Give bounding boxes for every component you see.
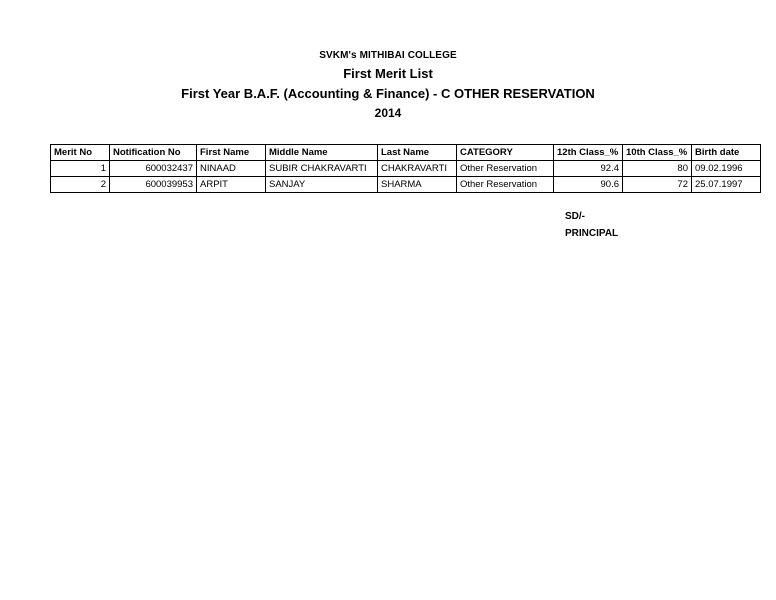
cell-12th-class: 92.4 bbox=[554, 161, 623, 177]
signature-block bbox=[565, 208, 618, 242]
column-header-notification-no: Notification No bbox=[110, 145, 197, 161]
cell-10th-class: 72 bbox=[623, 177, 692, 193]
cell-birth-date: 09.02.1996 bbox=[692, 161, 761, 177]
merit-table bbox=[50, 144, 761, 193]
column-header-middle-name: Middle Name bbox=[266, 145, 378, 161]
column-header-merit-no: Merit No bbox=[51, 145, 110, 161]
cell-first-name: NINAAD bbox=[197, 161, 266, 177]
course-title: First Year B.A.F. (Accounting & Finance) - C OTHER RESERVATION bbox=[181, 86, 595, 101]
cell-birth-date: 25.07.1997 bbox=[692, 177, 761, 193]
year-label: 2014 bbox=[374, 106, 402, 120]
cell-notification-no: 600039953 bbox=[110, 177, 197, 193]
table-header-row-group bbox=[51, 145, 761, 161]
signature-sd-line: SD/- bbox=[565, 211, 585, 222]
signature-principal-line: PRINCIPAL bbox=[565, 228, 619, 239]
cell-last-name: CHAKRAVARTI bbox=[378, 161, 457, 177]
cell-category: Other Reservation bbox=[457, 177, 554, 193]
column-header-last-name: Last Name bbox=[378, 145, 457, 161]
column-header-12th-class: 12th Class_% bbox=[554, 145, 623, 161]
column-header-birth-date: Birth date bbox=[692, 145, 761, 161]
cell-12th-class: 90.6 bbox=[554, 177, 623, 193]
cell-last-name: SHARMA bbox=[378, 177, 457, 193]
cell-merit-no: 2 bbox=[51, 177, 110, 193]
cell-notification-no: 600032437 bbox=[110, 161, 197, 177]
table-body bbox=[51, 161, 761, 193]
organization-name: SVKM's MITHIBAI COLLEGE bbox=[319, 50, 457, 61]
merit-table-container bbox=[0, 144, 776, 193]
cell-middle-name: SUBIR CHAKRAVARTI bbox=[266, 161, 378, 177]
column-header-10th-class: 10th Class_% bbox=[623, 145, 692, 161]
cell-category: Other Reservation bbox=[457, 161, 554, 177]
document-header bbox=[0, 0, 776, 122]
column-header-category: CATEGORY bbox=[457, 145, 554, 161]
page-title: First Merit List bbox=[343, 66, 433, 81]
cell-middle-name: SANJAY bbox=[266, 177, 378, 193]
column-header-first-name: First Name bbox=[197, 145, 266, 161]
table-header-row bbox=[51, 145, 761, 161]
table-row bbox=[51, 161, 761, 177]
table-row bbox=[51, 177, 761, 193]
cell-merit-no: 1 bbox=[51, 161, 110, 177]
cell-first-name: ARPIT bbox=[197, 177, 266, 193]
cell-10th-class: 80 bbox=[623, 161, 692, 177]
